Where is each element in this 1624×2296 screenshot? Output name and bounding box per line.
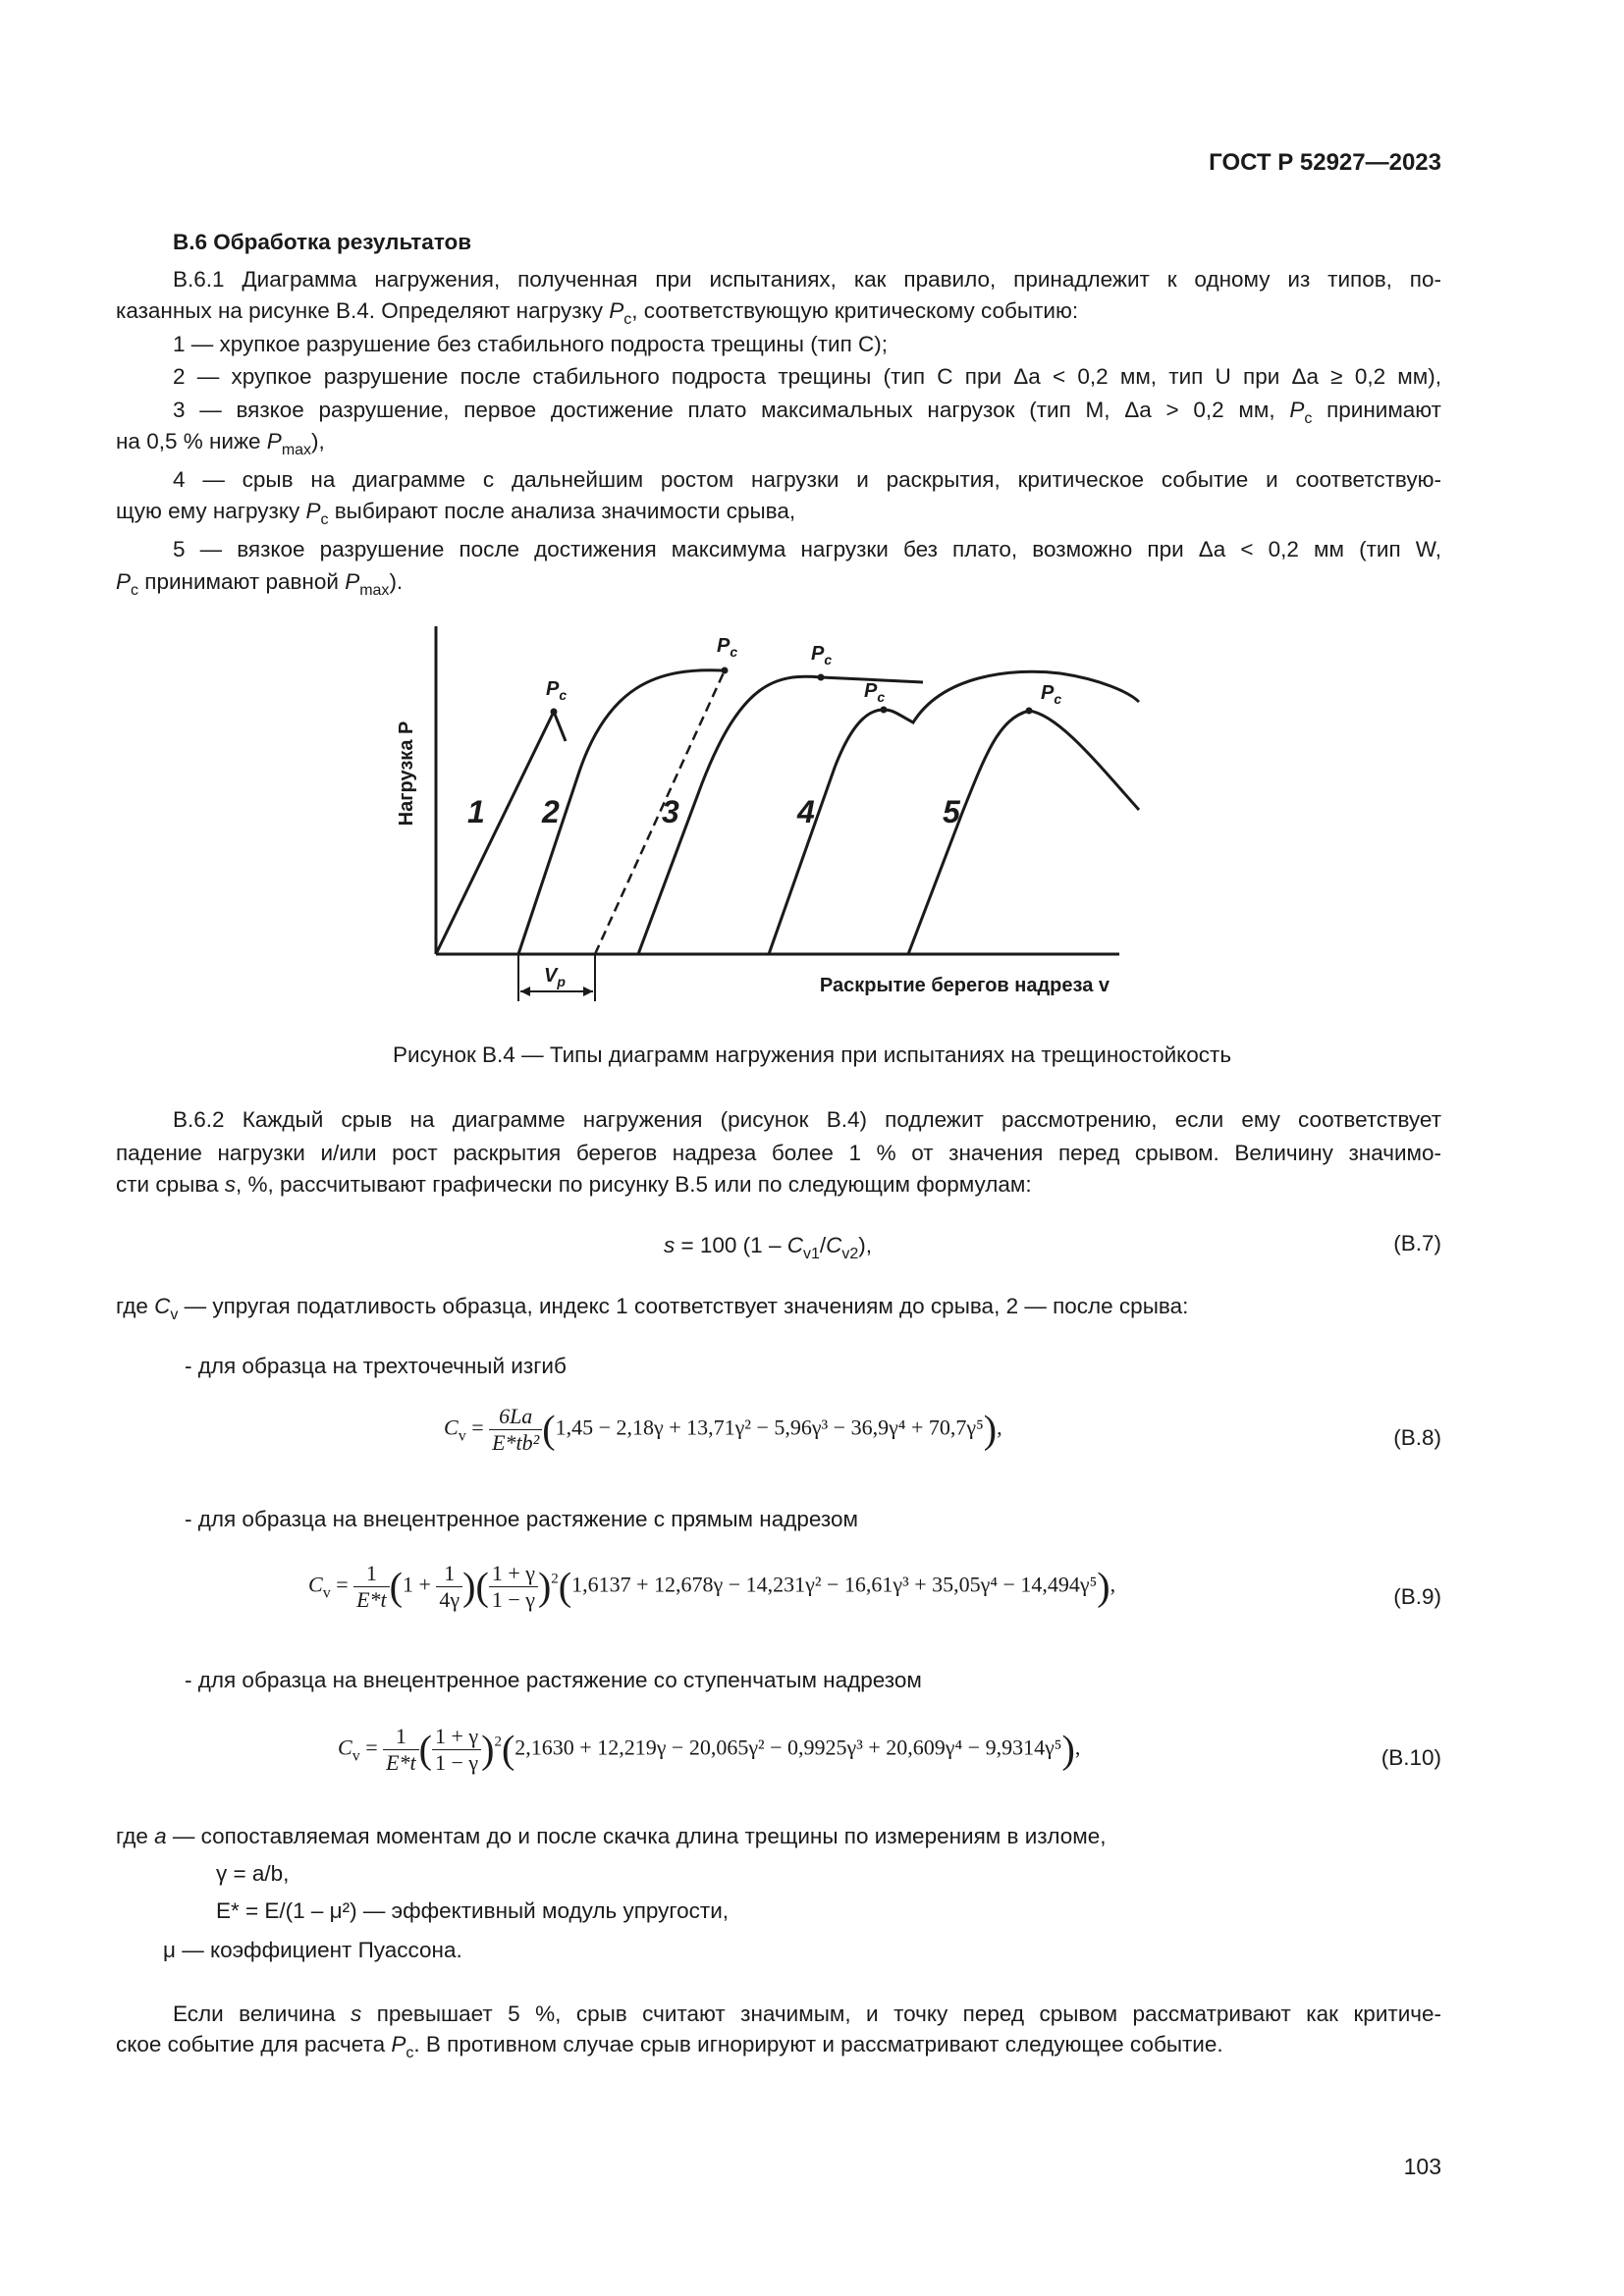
vp-label: $V_p$ [544,965,566,989]
equation-b9: $C_v$ = $\frac{1}{E*t}$ (1 + $\frac{1}{4\gamma}$ )( $\frac{1 + \gamma}{1 - \gamma}$ )$^2$(1,6137 + 12,678γ − 14,231γ² − 16,61γ³ + 35,05γ⁴ − 14,494γ⁵), [308,1561,1116,1612]
list-item-cont: $P_c$ принимают равной $P_{max}$). [116,569,404,599]
equation-b7: s = 100 $(1 - C_{v1}/C_{v2})$, [664,1233,873,1262]
list-item-cont: на 0,5 % ниже $P_{max}$), [116,429,325,458]
pc-point [881,707,888,714]
paragraph-line: В.6.1 Диаграмма нагружения, полученная при испытаниях, как правило, принадлежит к одному из типов, по- [173,267,1441,292]
page-number: 103 [1403,2154,1441,2179]
paragraph-line: В.6.2 Каждый срыв на диаграмме нагружения (рисунок В.4) подлежит рассмотрению, если ему соответствует [173,1107,1441,1132]
list-item: 2 — хрупкое разрушение после стабильного подроста трещины (тип С при Δa < 0,2 мм, тип U при Δa ≥ 0,2 мм), [173,364,1441,389]
bullet-item: - для образца на внецентренное растяжение со ступенчатым надрезом [185,1668,922,1692]
equation-number: (В.7) [1393,1231,1441,1255]
pc-label: $P_c$ [1041,682,1062,707]
definition-line: где a — сопоставляемая моментам до и после скачка длина трещины по измерениям в изломе, [116,1824,1107,1848]
paragraph-line: ское событие для расчета $P_c$. В противном случае срыв игнорируют и рассматривают следующее событие. [116,2032,1223,2061]
definition-line: γ = a/b, [216,1861,290,1886]
document-header: ГОСТ Р 52927—2023 [1209,149,1441,176]
y-axis-label: Нагрузка P [396,721,417,827]
curve-label-5: 5 [943,794,960,829]
list-item: 3 — вязкое разрушение, первое достижение плато максимальных нагрузок (тип М, Δa > 0,2 мм, $P_c$ принимают [173,398,1441,427]
curve-label-3: 3 [662,794,679,829]
pc-point [818,674,825,681]
definition-line: E* = E/(1 – μ²) — эффективный модуль упругости, [216,1898,730,1923]
bullet-item: - для образца на внецентренное растяжение с прямым надрезом [185,1507,858,1531]
section-title: В.6 Обработка результатов [173,230,472,254]
equation-number: (В.8) [1393,1425,1441,1450]
curve-label-1: 1 [467,794,485,829]
equation-b8: $C_v$ = $\frac{6La}{\text{E*tb²}}$ (1,45 − 2,18γ + 13,71γ² − 5,96γ³ − 36,9γ⁴ + 70,7γ⁵), [444,1404,1002,1455]
list-item-cont: щую ему нагрузку $P_c$ выбирают после анализа значимости срыва, [116,499,796,528]
paragraph-line: где $C_v$ — упругая податливость образца, индекс 1 соответствует значениям до срыва, 2 — после срыва: [116,1294,1189,1323]
pc-point [551,709,558,716]
list-item: 4 — срыв на диаграмме с дальнейшим ростом нагрузки и раскрытия, критическое событие и соответствую- [173,467,1441,492]
definition-line: μ — коэффициент Пуассона. [163,1938,462,1962]
list-item: 5 — вязкое разрушение после достижения максимума нагрузки без плато, возможно при Δa < 0,2 мм (тип W, [173,537,1441,561]
curve-3-unload [595,670,725,954]
equation-b10: $C_v$ = $\frac{1}{E*t}$ ( $\frac{1 + \gamma}{1 - \gamma}$ )$^2$(2,1630 + 12,219γ − 20,065γ² − 0,9925γ³ + 20,609γ⁴ − 9,9314γ⁵), [338,1724,1081,1775]
curve-label-2: 2 [542,794,560,829]
paragraph-line: Если величина s превышает 5 %, срыв считают значимым, и точку перед срывом рассматривают как критиче- [173,2002,1441,2026]
paragraph-line: казанных на рисунке В.4. Определяют нагрузку $P_c$, соответствующую критическому событию: [116,298,1079,328]
pc-label: $P_c$ [546,678,568,703]
pc-point [1026,708,1033,715]
equation-number: (В.9) [1393,1584,1441,1609]
pc-label: $P_c$ [717,635,738,660]
bullet-item: - для образца на трехточечный изгиб [185,1354,567,1378]
curve-3 [638,676,923,954]
list-item: 1 — хрупкое разрушение без стабильного подроста трещины (тип С); [173,332,888,356]
load-diagram-figure [373,609,1178,1021]
paragraph-line: сти срыва s, %, рассчитывают графически по рисунку В.5 или по следующим формулам: [116,1172,1032,1197]
pc-label: $P_c$ [864,680,886,705]
pc-label: $P_c$ [811,643,833,667]
figure-caption: Рисунок В.4 — Типы диаграмм нагружения при испытаниях на трещиностойкость [392,1042,1232,1067]
curve-label-4: 4 [797,794,815,829]
curve-5 [908,711,1139,954]
equation-number: (В.10) [1380,1745,1441,1770]
curve-1 [436,712,566,954]
pc-point [722,667,729,674]
x-axis-label: Раскрытие берегов надреза v [819,975,1110,996]
paragraph-line: падение нагрузки и/или рост раскрытия берегов надреза более 1 % от значения перед срывом. Величину значимо- [116,1141,1441,1165]
